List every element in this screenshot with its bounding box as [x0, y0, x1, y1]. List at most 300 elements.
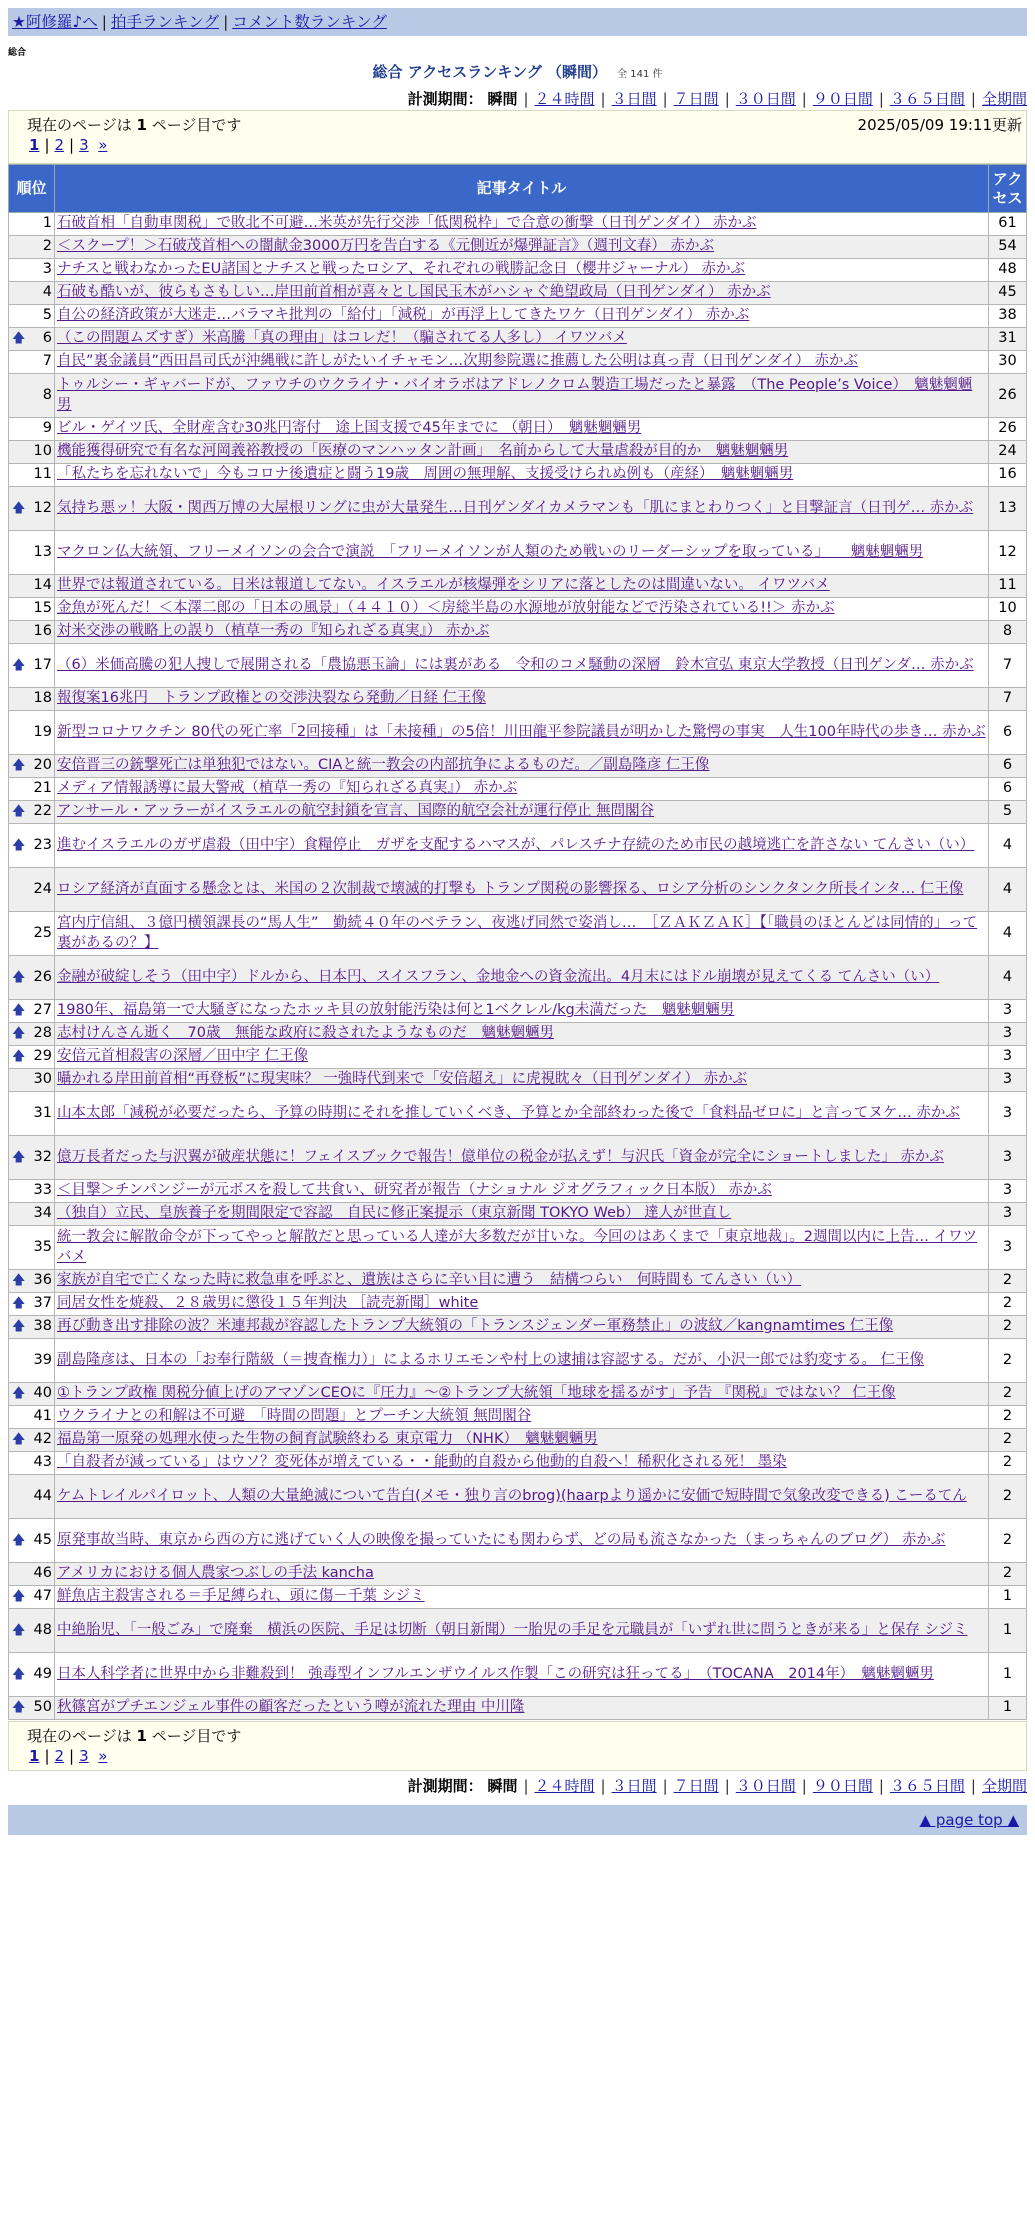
article-title-link[interactable]: （独自）立民、皇族養子を期間限定で容認 自民に修正案提示（東京新聞 TOKYO Web） 達人が世直し: [57, 1205, 732, 1222]
title-cell: [55, 213, 989, 236]
access-count: 3: [989, 1092, 1027, 1136]
access-count: 1: [989, 1586, 1027, 1609]
article-title-link[interactable]: 同居女性を焼殺、２８歳男に懲役１５年判決 ［読売新聞］white: [57, 1295, 479, 1312]
title-cell: [55, 711, 989, 755]
rank-cell: [9, 282, 55, 305]
rank-up-arrow-icon: 🡅: [12, 1049, 26, 1064]
table-row: [9, 1316, 1027, 1339]
table-row: [9, 1339, 1027, 1383]
access-count: 3: [989, 1180, 1027, 1203]
article-title-link[interactable]: ケムトレイルパイロット、人類の大量絶滅について告白(メモ・独り言のbrog)(haarpより遥かに安価で短時間で気象改変できる) こーるてん: [57, 1487, 967, 1504]
title-cell: [55, 464, 989, 487]
article-title-link[interactable]: 石破首相「自動車関税」で敗北不可避…米英が先行交渉「低関税枠」で合意の衝撃（日刊ゲンダイ） 赤かぶ: [57, 215, 757, 232]
access-count: 8: [989, 621, 1027, 644]
rank-up-arrow-icon: 🡅: [12, 804, 26, 819]
article-title-link[interactable]: 世界では報道されている。日米は報道してない。イスラエルが核爆弾をシリアに落としたのは間違いない。 イワツバメ: [57, 577, 830, 594]
table-row: [9, 956, 1027, 1000]
rank-up-arrow-icon: 🡅: [12, 1386, 26, 1401]
rank-number: 47: [33, 1588, 52, 1605]
rank-cell: [9, 912, 55, 956]
title-cell: [55, 1069, 989, 1092]
ranking-title: [0, 61, 1035, 82]
rank-number: 16: [33, 623, 52, 640]
table-row: [9, 711, 1027, 755]
rank-cell: [9, 711, 55, 755]
access-count: 3: [989, 1069, 1027, 1092]
article-title-link[interactable]: 自公の経済政策が大迷走…バラマキ批判の「給付」「減税」が再浮上してきたワケ（日刊ゲンダイ） 赤かぶ: [57, 307, 750, 324]
rank-number: 38: [33, 1318, 52, 1335]
access-count: 2: [989, 1563, 1027, 1586]
article-title-link[interactable]: マクロン仏大統領、フリーメイソンの会合で演説 「フリーメイソンが人類のため戦いのリーダーシップを取っている」 魑魅魍魎男: [57, 543, 924, 560]
article-title-link[interactable]: 囁かれる岸田前首相“再登板”に現実味？ 一強時代到来で「安倍超え」に虎視眈々（日刊ゲンダイ） 赤かぶ: [57, 1071, 748, 1088]
table-row: [9, 621, 1027, 644]
rank-cell: [9, 1270, 55, 1293]
period-link[interactable]: ２４時間: [534, 1777, 595, 1795]
table-row: [9, 1293, 1027, 1316]
page-top-link[interactable]: ▲ page top ▲: [919, 1811, 1019, 1829]
rank-cell: [9, 531, 55, 575]
footer-bar: [8, 1805, 1027, 1835]
rank-number: 28: [33, 1025, 52, 1042]
table-row: [9, 418, 1027, 441]
table-row: [9, 1697, 1027, 1720]
rank-number: 36: [33, 1272, 52, 1289]
access-count: 26: [989, 418, 1027, 441]
table-row: [9, 1406, 1027, 1429]
article-title-link[interactable]: 山本太郎「減税が必要だったら、予算の時期にそれを推していくべき、予算とか全部終わった後で「食料品ゼロに」と言ってヌケ… 赤かぶ: [57, 1104, 960, 1121]
access-count: 2: [989, 1316, 1027, 1339]
rank-cell: [9, 487, 55, 531]
article-title-link[interactable]: 日本人科学者に世界中から非難殺到！ 強毒型インフルエンザウイルス作製「この研究は狂ってる」 （TOCANA 2014年） 魑魅魍魎男: [57, 1665, 934, 1682]
title-header: 記事タイトル: [55, 165, 989, 213]
title-cell: [55, 1475, 989, 1519]
rank-cell: [9, 1383, 55, 1406]
rank-number: 8: [42, 386, 52, 403]
title-cell: [55, 621, 989, 644]
period-link[interactable]: ７日間: [673, 90, 719, 108]
period-selector-bottom: 計測期間： 瞬間 | ２４時間 | ３日間 | ７日間 | ３０日間 | ９０日間 | ３６５日間 | 全期間: [407, 1777, 1027, 1795]
title-cell: [55, 1316, 989, 1339]
rank-cell: [9, 1475, 55, 1519]
table-row: [9, 1653, 1027, 1697]
table-row: [9, 1092, 1027, 1136]
access-count: 6: [989, 778, 1027, 801]
pager-current[interactable]: 1: [29, 136, 40, 154]
rank-up-arrow-icon: 🡅: [12, 1026, 26, 1041]
rank-number: 23: [33, 836, 52, 853]
rank-cell: [9, 575, 55, 598]
table-row: [9, 1475, 1027, 1519]
rank-number: 44: [33, 1487, 52, 1504]
rank-number: 15: [33, 600, 52, 617]
rank-cell: [9, 1339, 55, 1383]
rank-number: 21: [33, 780, 52, 797]
title-cell: [55, 688, 989, 711]
table-row: [9, 688, 1027, 711]
article-title-link[interactable]: 報復案16兆円 トランプ政権との交渉決裂なら発動／日経 仁王像: [57, 690, 487, 707]
rank-up-arrow-icon: 🡅: [12, 1532, 26, 1548]
title-cell: [55, 1452, 989, 1475]
title-cell: [55, 1609, 989, 1653]
article-title-link[interactable]: 再び動き出す排除の波？米連邦裁が容認したトランプ大統領の「トランスジェンダー軍務禁止」の波紋／kangnamtimes 仁王像: [57, 1318, 894, 1335]
rank-number: 34: [33, 1205, 52, 1222]
rank-cell: [9, 259, 55, 282]
table-row: [9, 575, 1027, 598]
table-row: [9, 1069, 1027, 1092]
pager-bottom: 1 | 2 | 3 »: [29, 1747, 108, 1765]
access-count: 2: [989, 1270, 1027, 1293]
rank-up-arrow-icon: 🡅: [12, 758, 26, 773]
access-count: 12: [989, 531, 1027, 575]
rank-cell: [9, 778, 55, 801]
table-row: [9, 305, 1027, 328]
period-label: 計測期間：: [407, 1777, 483, 1795]
article-title-link[interactable]: ＜スクープ！＞石破茂首相への闇献金3000万円を告白する《元側近が爆弾証言》（週刊文春） 赤かぶ: [57, 238, 715, 255]
article-title-link[interactable]: 対米交渉の戦略上の誤り（植草一秀の『知られざる真実』） 赤かぶ: [57, 623, 490, 640]
rank-header: 順位: [9, 165, 55, 213]
table-row: [9, 1046, 1027, 1069]
rank-up-arrow-icon: 🡅: [12, 1622, 26, 1638]
rank-up-arrow-icon: 🡅: [12, 1296, 26, 1311]
access-count: 2: [989, 1475, 1027, 1519]
article-title-link[interactable]: 自民”裏金議員”西田昌司氏が沖縄戦に許しがたいイチャモン…次期参院選に推薦した公明は真っ青（日刊ゲンダイ） 赤かぶ: [57, 353, 859, 370]
article-title-link[interactable]: 家族が自宅で亡くなった時に救急車を呼ぶと、遺族はさらに辛い目に遭う 結構つらい 何時間も てんさい（い）: [57, 1272, 802, 1289]
table-row: [9, 1000, 1027, 1023]
comment-ranking-link[interactable]: コメント数ランキング: [232, 13, 387, 31]
table-row: [9, 213, 1027, 236]
period-link[interactable]: ３日間: [611, 90, 657, 108]
article-title-link[interactable]: 安倍元首相殺害の深層／田中宇 仁王像: [57, 1048, 309, 1065]
rank-cell: [9, 1069, 55, 1092]
title-cell: [55, 1519, 989, 1563]
period-current: 瞬間: [487, 90, 518, 108]
updated-timestamp: 2025/05/09 19:11更新: [857, 116, 1022, 134]
rank-number: 26: [33, 968, 52, 985]
clap-ranking-link[interactable]: 拍手ランキング: [111, 13, 220, 31]
table-row: [9, 1383, 1027, 1406]
title-cell: [55, 824, 989, 868]
table-row: [9, 328, 1027, 351]
article-title-link[interactable]: トゥルシー・ギャバードが、ファウチのウクライナ・バイオラボはアドレノクロム製造工場だったと暴露 （The People’s Voice） 魑魅魍魎男: [57, 377, 973, 413]
rank-number: 49: [33, 1665, 52, 1682]
table-row: [9, 487, 1027, 531]
rank-up-arrow-icon: 🡅: [12, 657, 26, 673]
access-count: 3: [989, 1136, 1027, 1180]
pager-next-link[interactable]: »: [98, 1747, 108, 1765]
pager-next-link[interactable]: »: [98, 136, 108, 154]
table-row: [9, 351, 1027, 374]
title-cell: [55, 487, 989, 531]
access-count: 5: [989, 801, 1027, 824]
article-title-link[interactable]: ＜目撃＞チンパンジーが元ボスを殺して共食い、研究者が報告（ナショナル ジオグラフィック日本版） 赤かぶ: [57, 1182, 772, 1199]
rank-up-arrow-icon: 🡅: [12, 1273, 26, 1288]
page-info-box-top: [8, 110, 1027, 164]
table-row: [9, 374, 1027, 418]
period-label: 計測期間：: [407, 90, 483, 108]
title-cell: [55, 1023, 989, 1046]
access-count: 2: [989, 1293, 1027, 1316]
access-count: 4: [989, 956, 1027, 1000]
ranking-table: [8, 164, 1027, 1720]
period-link[interactable]: ３日間: [611, 1777, 657, 1795]
rank-cell: [9, 868, 55, 912]
title-cell: [55, 1339, 989, 1383]
rank-cell: [9, 755, 55, 778]
access-count: 3: [989, 1046, 1027, 1069]
top-nav-bar: ★阿修羅♪へ | 拍手ランキング | コメント数ランキング: [8, 8, 1027, 36]
title-cell: [55, 778, 989, 801]
article-title-link[interactable]: 副島隆彦は、日本の「お奉行階級（＝捜査権力）」によるホリエモンや村上の逮捕は容認する。だが、小沢一郎では豹変する。 仁王像: [57, 1351, 925, 1368]
rank-cell: [9, 1203, 55, 1226]
article-title-link[interactable]: 気持ち悪ッ！大阪・関西万博の大屋根リングに虫が大量発生…日刊ゲンダイカメラマンも「肌にまとわりつく」と目撃証言（日刊ゲ… 赤かぶ: [57, 499, 974, 516]
rank-number: 30: [33, 1071, 52, 1088]
rank-cell: [9, 418, 55, 441]
rank-cell: [9, 1293, 55, 1316]
rank-cell: [9, 1653, 55, 1697]
rank-number: 11: [33, 466, 52, 483]
table-row: [9, 912, 1027, 956]
article-title-link[interactable]: ビル・ゲイツ氏、全財産含む30兆円寄付 途上国支援で45年までに （朝日） 魑魅魍魎男: [57, 420, 642, 437]
table-row: [9, 801, 1027, 824]
title-cell: [55, 1270, 989, 1293]
rank-cell: [9, 1092, 55, 1136]
article-title-link[interactable]: 鮮魚店主殺害される＝手足縛られ、頭に傷－千葉 シジミ: [57, 1588, 425, 1605]
rank-up-arrow-icon: 🡅: [12, 1149, 26, 1165]
pager-current[interactable]: 1: [29, 1747, 40, 1765]
access-count: 7: [989, 688, 1027, 711]
rank-cell: [9, 374, 55, 418]
period-link[interactable]: ３０日間: [735, 1777, 796, 1795]
rank-number: 45: [33, 1531, 52, 1548]
rank-cell: [9, 1697, 55, 1720]
access-count: 10: [989, 598, 1027, 621]
rank-up-arrow-icon: 🡅: [12, 1319, 26, 1334]
rank-cell: [9, 801, 55, 824]
period-link[interactable]: ３０日間: [735, 90, 796, 108]
period-link[interactable]: ３６５日間: [889, 1777, 965, 1795]
period-link[interactable]: 全期間: [981, 90, 1027, 108]
article-title-link[interactable]: （6）米価高騰の犯人捜しで展開される「農協悪玉論」には裏がある 令和のコメ騒動の深層 鈴木宣弘 東京大学教授（日刊ゲンダ… 赤かぶ: [57, 656, 974, 673]
rank-cell: [9, 1023, 55, 1046]
article-title-link[interactable]: 新型コロナワクチン 80代の死亡率「2回接種」は「未接種」の5倍！川田龍平参院議員が明かした驚愕の事実 人生100年時代の歩き… 赤かぶ: [57, 723, 986, 740]
article-title-link[interactable]: （この問題ムズすぎ）米高騰「真の理由」はコレだ！（騙されてる人多し） イワツバメ: [57, 330, 627, 347]
title-cell: [55, 1203, 989, 1226]
access-count: 2: [989, 1452, 1027, 1475]
rank-cell: [9, 1406, 55, 1429]
rank-cell: [9, 305, 55, 328]
rank-cell: [9, 213, 55, 236]
table-row: [9, 259, 1027, 282]
table-row: [9, 1609, 1027, 1653]
access-count: 6: [989, 755, 1027, 778]
rank-cell: [9, 1136, 55, 1180]
rank-cell: [9, 464, 55, 487]
access-count: 3: [989, 1023, 1027, 1046]
article-title-link[interactable]: 金魚が死んだ！＜本澤二郎の「日本の風景」（４４１０）＜房総半島の水源地が放射能などで汚染されている!!＞ 赤かぶ: [57, 600, 835, 617]
rank-number: 39: [33, 1351, 52, 1368]
period-link[interactable]: 全期間: [981, 1777, 1027, 1795]
article-title-link[interactable]: アンサール・アッラーがイスラエルの航空封鎖を宣言、国際的航空会社が運行停止 無問閣谷: [57, 803, 655, 820]
article-title-link[interactable]: ロシア経済が直面する懸念とは、米国の２次制裁で壊滅的打撃も トランプ関税の影響探る、ロシア分析のシンクタンク所長インタ… 仁王像: [57, 880, 964, 897]
article-title-link[interactable]: ナチスと戦わなかったEU諸国とナチスと戦ったロシア、それぞれの戦勝記念日（櫻井ジャーナル） 赤かぶ: [57, 261, 746, 278]
rank-cell: [9, 441, 55, 464]
title-cell: [55, 1429, 989, 1452]
rank-number: 13: [33, 543, 52, 560]
period-link[interactable]: ２４時間: [534, 90, 595, 108]
article-title-link[interactable]: 金融が破綻しそう（田中宇）ドルから、日本円、スイスフラン、金地金への資金流出。4月末にはドル崩壊が見えてくる てんさい（い）: [57, 968, 940, 985]
access-count: 4: [989, 912, 1027, 956]
title-cell: [55, 282, 989, 305]
table-row: [9, 441, 1027, 464]
table-row: [9, 1452, 1027, 1475]
access-count: 3: [989, 1203, 1027, 1226]
title-cell: [55, 531, 989, 575]
article-title-link[interactable]: 志村けんさん逝く 70歳 無能な政府に殺されたようなものだ 魑魅魍魎男: [57, 1025, 554, 1042]
rank-up-arrow-icon: 🡅: [12, 1003, 26, 1018]
rank-cell: [9, 1609, 55, 1653]
title-cell: [55, 236, 989, 259]
rank-up-arrow-icon: 🡅: [12, 1589, 26, 1604]
access-count: 13: [989, 487, 1027, 531]
article-title-link[interactable]: アメリカにおける個人農家つぶしの手法 kancha: [57, 1565, 374, 1582]
rank-number: 35: [33, 1238, 52, 1255]
rank-cell: [9, 688, 55, 711]
rank-number: 41: [33, 1408, 52, 1425]
title-cell: [55, 644, 989, 688]
table-row: [9, 1180, 1027, 1203]
article-title-link[interactable]: 「私たちを忘れないで」今もコロナ後遺症と闘う19歳 周囲の無理解、支援受けられぬ例も（産経） 魑魅魍魎男: [57, 466, 794, 483]
article-title-link[interactable]: メディア情報誘導に最大警戒（植草一秀の『知られざる真実』） 赤かぶ: [57, 780, 518, 797]
title-cell: [55, 1697, 989, 1720]
access-count: 48: [989, 259, 1027, 282]
rank-number: 27: [33, 1002, 52, 1019]
rank-cell: [9, 956, 55, 1000]
title-cell: [55, 328, 989, 351]
ranking-title-text: 総合 アクセスランキング （瞬間）: [372, 63, 608, 81]
period-link[interactable]: ３６５日間: [889, 90, 965, 108]
rank-cell: [9, 236, 55, 259]
rank-number: 25: [33, 924, 52, 941]
rank-number: 18: [33, 690, 52, 707]
article-title-link[interactable]: 億万長者だった与沢翼が破産状態に！フェイスブックで報告！億単位の税金が払えず！与沢氏「資金が完全にショートしました」 赤かぶ: [57, 1148, 944, 1165]
article-title-link[interactable]: 1980年、福島第一で大騒ぎになったホッキ貝の放射能汚染は何と1ベクレル/kg未満だった 魑魅魍魎男: [57, 1002, 735, 1019]
table-row: [9, 1226, 1027, 1270]
rank-cell: [9, 1180, 55, 1203]
rank-number: 19: [33, 723, 52, 740]
rank-cell: [9, 1226, 55, 1270]
article-title-link[interactable]: 石破も酷いが、彼らもさもしい…岸田前首相が喜々とし国民玉木がハシャぐ絶望政局（日刊ゲンダイ） 赤かぶ: [57, 284, 771, 301]
title-cell: [55, 575, 989, 598]
rank-number: 4: [42, 284, 52, 301]
access-count: 11: [989, 575, 1027, 598]
rank-number: 42: [33, 1431, 52, 1448]
rank-number: 14: [33, 577, 52, 594]
access-count: 1: [989, 1697, 1027, 1720]
access-count: 1: [989, 1653, 1027, 1697]
title-cell: [55, 351, 989, 374]
table-row: [9, 464, 1027, 487]
article-title-link[interactable]: 原発事故当時、東京から西の方に逃げていく人の映像を撮っていたにも関わらず、どの局も流さなかった（まっちゃんのブログ） 赤かぶ: [57, 1531, 946, 1548]
rank-number: 22: [33, 803, 52, 820]
rank-number: 29: [33, 1048, 52, 1065]
pager-page-link[interactable]: 3: [79, 1747, 89, 1765]
title-cell: [55, 1046, 989, 1069]
rank-number: 6: [42, 330, 52, 347]
rank-up-arrow-icon: 🡅: [12, 331, 26, 346]
access-count: 3: [989, 1000, 1027, 1023]
article-title-link[interactable]: 安倍晋三の銃撃死亡は単独犯ではない。CIAと統一教会の内部抗争によるものだ。／副島隆彦 仁王像: [57, 757, 710, 774]
rank-cell: [9, 1429, 55, 1452]
access-count: 4: [989, 868, 1027, 912]
table-row: [9, 1586, 1027, 1609]
pager-page-link[interactable]: 3: [79, 136, 89, 154]
rank-cell: [9, 1000, 55, 1023]
title-cell: [55, 1092, 989, 1136]
title-cell: [55, 912, 989, 956]
rank-number: 3: [42, 261, 52, 278]
rank-number: 32: [33, 1148, 52, 1165]
title-cell: [55, 598, 989, 621]
access-count: 2: [989, 1429, 1027, 1452]
page-info-bottom: 現在のページは 1 ページ目です: [27, 1727, 242, 1745]
category-tag: 総合: [8, 48, 27, 58]
pager-page-link[interactable]: 2: [54, 1747, 65, 1765]
access-count: 7: [989, 644, 1027, 688]
rank-number: 48: [33, 1621, 52, 1638]
article-title-link[interactable]: 進むイスラエルのガザ虐殺（田中宇）食糧停止 ガザを支配するハマスが、パレスチナ存続のため市民の越境逃亡を許さない てんさい（い）: [57, 836, 975, 853]
home-link[interactable]: ★阿修羅♪へ: [12, 13, 98, 31]
period-link[interactable]: ７日間: [673, 1777, 719, 1795]
rank-number: 9: [42, 420, 52, 437]
table-row: [9, 1519, 1027, 1563]
article-title-link[interactable]: 中絶胎児、「一般ごみ」で廃棄 横浜の医院、手足は切断（朝日新聞）一胎児の手足を元職員が「いずれ世に問うときが来る」と保存 シジミ: [57, 1621, 968, 1638]
title-cell: [55, 1653, 989, 1697]
article-title-link[interactable]: 統一教会に解散命令が下ってやっと解散だと思っている人達が大多数だが甘いな。今回のはあくまで「東京地裁」。2週間以内に上告… イワツバメ: [57, 1229, 978, 1265]
pager-page-link[interactable]: 2: [54, 136, 65, 154]
access-count: 24: [989, 441, 1027, 464]
rank-number: 43: [33, 1454, 52, 1471]
article-title-link[interactable]: 宮内庁信組、３億円横領課長の“馬人生” 勤続４０年のベテラン、夜逃げ同然で姿消し… ［ＺＡＫＺＡＫ］【「職員のほとんどは同情的」って裏があるの？】: [57, 915, 978, 951]
rank-number: 50: [33, 1699, 52, 1716]
rank-number: 37: [33, 1295, 52, 1312]
article-title-link[interactable]: ①トランプ政権 関税分値上げのアマゾンCEOに『圧力』～②トランプ大統領「地球を揺るがす」予告 『関税』ではない？ 仁王像: [57, 1385, 896, 1402]
rank-cell: [9, 1586, 55, 1609]
rank-cell: [9, 644, 55, 688]
rank-cell: [9, 351, 55, 374]
table-row: [9, 598, 1027, 621]
table-row: [9, 1203, 1027, 1226]
article-title-link[interactable]: ウクライナとの和解は不可避 「時間の問題」とプーチン大統領 無問閣谷: [57, 1408, 532, 1425]
article-title-link[interactable]: 秋篠宮がプチエンジェル事件の顧客だったという噂が流れた理由 中川隆: [57, 1699, 525, 1716]
rank-number: 46: [33, 1565, 52, 1582]
page-info-box-bottom: [8, 1721, 1027, 1771]
table-row: [9, 236, 1027, 259]
table-row: [9, 755, 1027, 778]
article-title-link[interactable]: 「自殺者が減っている」はウソ？変死体が増えている・・能動的自殺から他動的自殺へ！稀釈化される死！ 墨染: [57, 1454, 787, 1471]
article-title-link[interactable]: 機能獲得研究で有名な河岡義裕教授の「医療のマンハッタン計画」 名前からして大量虐殺が目的か 魑魅魍魎男: [57, 443, 789, 460]
title-cell: [55, 1180, 989, 1203]
table-row: [9, 282, 1027, 305]
rank-cell: [9, 598, 55, 621]
access-count: 4: [989, 824, 1027, 868]
article-title-link[interactable]: 福島第一原発の処理水使った生物の飼育試験終わる 東京電力 （NHK） 魑魅魍魎男: [57, 1431, 598, 1448]
period-link[interactable]: ９０日間: [812, 1777, 873, 1795]
period-link[interactable]: ９０日間: [812, 90, 873, 108]
access-count: 31: [989, 328, 1027, 351]
title-cell: [55, 1000, 989, 1023]
rank-number: 33: [33, 1182, 52, 1199]
title-cell: [55, 956, 989, 1000]
